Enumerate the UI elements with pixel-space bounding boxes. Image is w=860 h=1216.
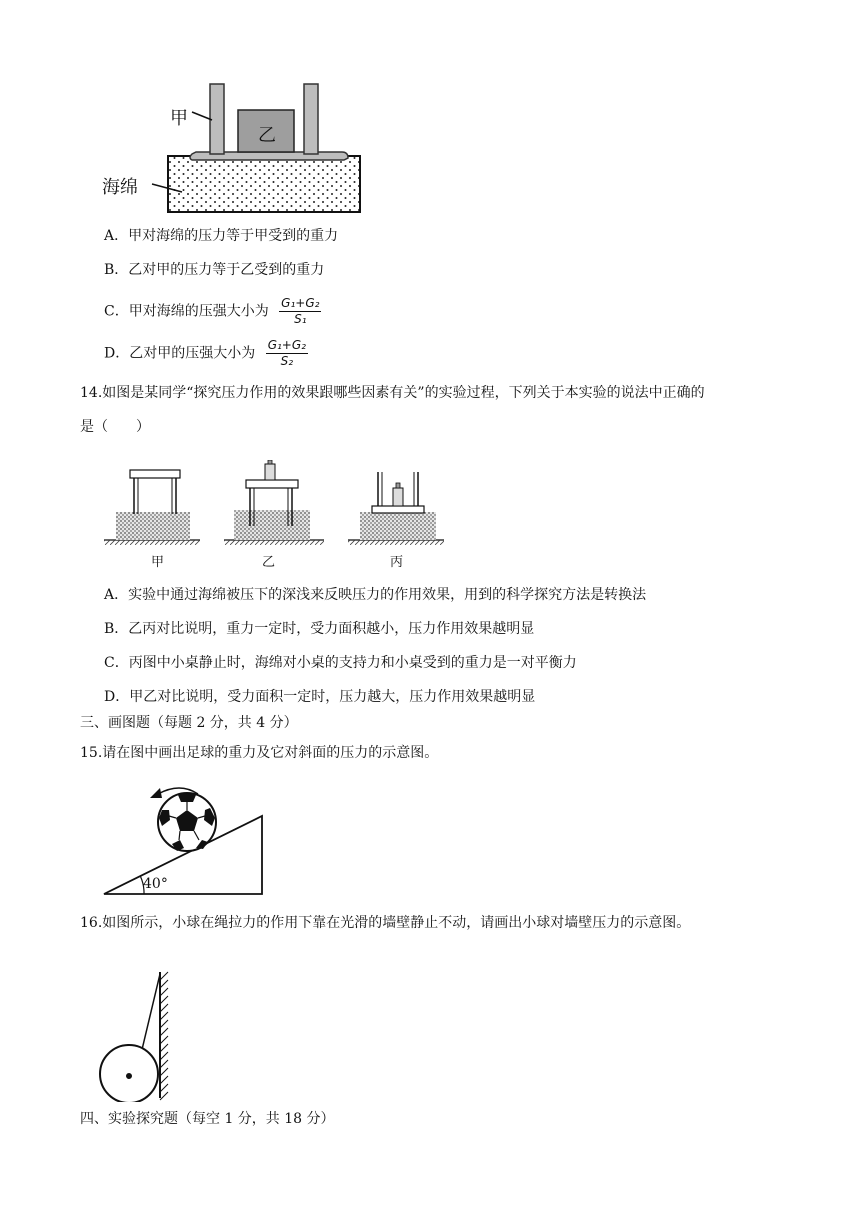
figure-q14: [100, 460, 450, 550]
q14-option-c: C．丙图中小桌静止时，海绵对小桌的支持力和小桌受到的重力是一对平衡力: [104, 655, 577, 671]
rope: [140, 974, 160, 1058]
q14-option-a: A．实验中通过海绵被压下的深浅来反映压力的作用效果，用到的科学探究方法是转换法: [104, 587, 647, 603]
q13-option-a: A．甲对海绵的压力等于甲受到的重力: [104, 228, 339, 244]
q14-stem-line1: 14.如图是某同学“探究压力作用的效果跟哪些因素有关”的实验过程，下列关于本实验的说法中正确的: [80, 385, 705, 401]
wall-hatch: [160, 972, 168, 1100]
label-yi: 乙: [258, 125, 276, 146]
sponge-bing: [360, 512, 436, 540]
q16-stem: 16.如图所示，小球在绳拉力的作用下靠在光滑的墙壁静止不动，请画出小球对墙壁压力的示意图。: [80, 915, 691, 931]
q14-label-yi: 乙: [262, 555, 276, 570]
q14-label-jia: 甲: [151, 555, 165, 570]
q13-option-d-text: D．乙对甲的压强大小为: [104, 345, 256, 362]
q13-option-c-text: C．甲对海绵的压强大小为: [104, 303, 269, 320]
section-3-heading: 三、画图题（每题 2 分，共 4 分）: [80, 715, 298, 731]
q14-stem-line2: 是（ ）: [80, 419, 150, 435]
figure-q13: [96, 80, 376, 216]
ground-jia: [104, 540, 200, 545]
ground-bing: [348, 540, 444, 545]
q15-angle-label: 40°: [143, 876, 168, 892]
ground-yi: [224, 540, 324, 545]
label-sponge: 海绵: [102, 177, 138, 198]
figure-q16: [96, 966, 176, 1102]
q14-option-d: D．甲乙对比说明，受力面积一定时，压力越大，压力作用效果越明显: [104, 689, 536, 705]
sponge-jia: [116, 512, 190, 540]
sponge-block: [168, 156, 360, 212]
q13-option-d-formula: $\frac{\text{G₁+G₂}}{\text{S₂}}$: [267, 338, 306, 368]
sponge-yi: [234, 510, 310, 540]
soccer-ball: [158, 793, 216, 851]
q13-option-d: [104, 338, 308, 369]
q14-option-b: B．乙丙对比说明，重力一定时，受力面积越小，压力作用效果越明显: [104, 621, 535, 637]
q13-option-c-formula: $\frac{\text{G₁+G₂}}{\text{S₁}}$: [281, 296, 320, 326]
q13-option-c: [104, 296, 321, 327]
q15-stem: 15.请在图中画出足球的重力及它对斜面的压力的示意图。: [80, 745, 439, 761]
figure-q15: [100, 776, 270, 900]
label-jia: 甲: [170, 108, 188, 129]
q13-option-b: B．乙对甲的压力等于乙受到的重力: [104, 262, 325, 278]
q14-label-bing: 丙: [390, 555, 404, 570]
section-4-heading: 四、实验探究题（每空 1 分，共 18 分）: [80, 1111, 335, 1127]
